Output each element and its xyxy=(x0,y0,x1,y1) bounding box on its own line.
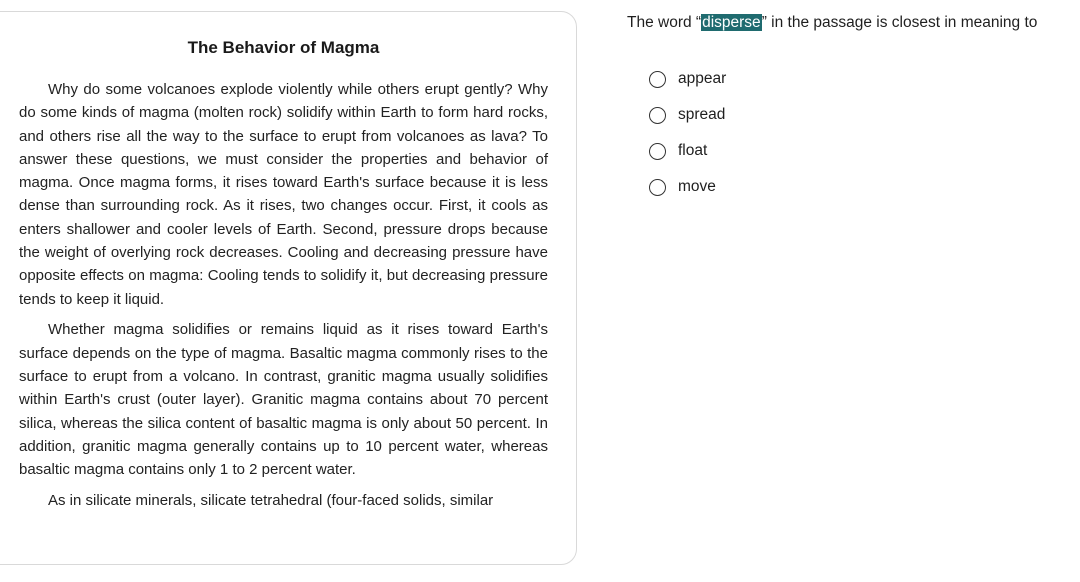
option-label: appear xyxy=(678,70,727,87)
radio-button[interactable] xyxy=(649,107,666,124)
passage-title: The Behavior of Magma xyxy=(187,38,380,57)
passage-content xyxy=(19,12,548,512)
radio-button[interactable] xyxy=(649,179,666,196)
radio-button[interactable] xyxy=(649,71,666,88)
question-text xyxy=(627,12,1037,34)
option-label: move xyxy=(678,178,716,195)
option-spread[interactable] xyxy=(649,104,726,126)
passage-paragraph: Whether magma solidifies or remains liquid as it rises toward Earth's surface depends on the type of magma. Basaltic magma commonly rises to the surface to erupt from a volcano. In contrast, granitic magma usually solidifies within Earth's crust (outer layer). Granitic magma contains about 70 percent silica, whereas the silica content of basaltic magma is only about 50 percent. In addition, granitic magma generally contains up to 10 percent water, whereas basaltic magma contains only 1 to 2 percent water. xyxy=(19,321,548,479)
question-suffix: ” in the passage is closest in meaning to xyxy=(761,14,1038,31)
option-label: float xyxy=(678,142,708,159)
radio-button[interactable] xyxy=(649,143,666,160)
passage-paragraph: Why do some volcanoes explode violently while others erupt gently? Why do some kinds of magma (molten rock) solidify within Earth to form hard rocks, and others rise all the way to the surface to erupt from volcanoes as lava? To answer these questions, we must consider the properties and behavior of magma. Once magma forms, it rises toward Earth's surface because it is less dense than surrounding rock. As it rises, two changes occur. First, it cools as enters shallower and cooler levels of Earth. Second, pressure drops because the weight of overlying rock decreases. Cooling and decreasing pressure have opposite effects on magma: Cooling tends to solidify it, but decreasing pressure tends to keep it liquid. xyxy=(19,81,548,308)
passage-panel[interactable] xyxy=(0,11,577,565)
highlighted-word: disperse xyxy=(702,14,761,31)
option-move[interactable] xyxy=(649,176,726,198)
passage-paragraph: As in silicate minerals, silicate tetrahedral (four-faced solids, similar xyxy=(48,492,494,510)
answer-options xyxy=(649,68,726,212)
option-float[interactable] xyxy=(649,140,726,162)
question-prefix: The word “ xyxy=(627,14,702,31)
option-appear[interactable] xyxy=(649,68,726,90)
option-label: spread xyxy=(678,106,726,123)
